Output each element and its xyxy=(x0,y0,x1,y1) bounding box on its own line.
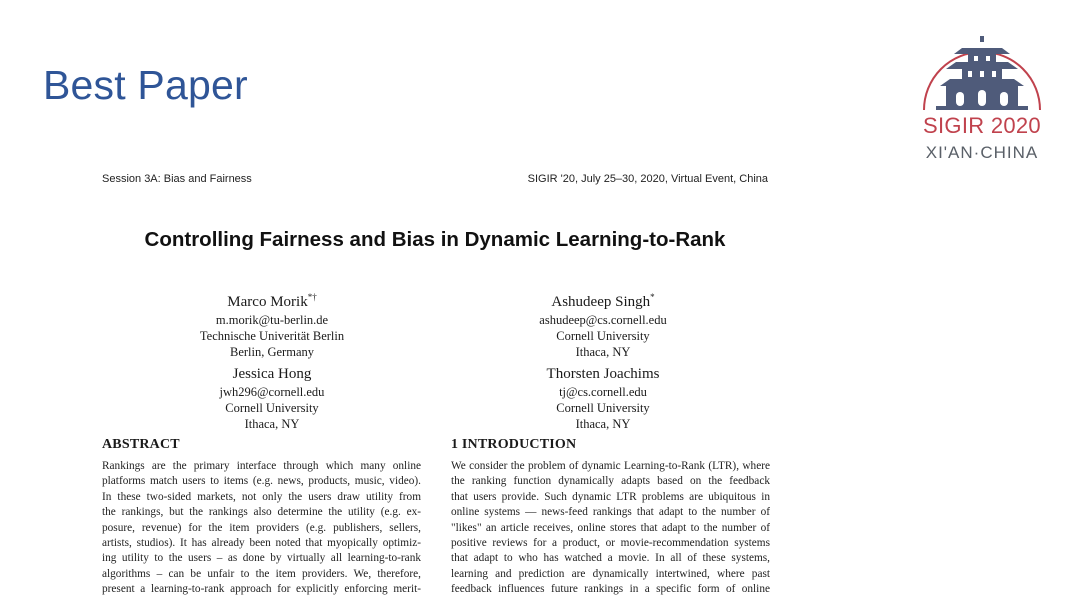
text-line: present a learning-to-rank approach for explicitly enforcing merit- xyxy=(102,583,421,596)
text-line: that adapt to who has watched a movie. In all of these systems, xyxy=(451,552,770,565)
text-line: In these two-sided markets, not only the users draw utility from xyxy=(102,490,421,503)
author-affiliation: Cornell University xyxy=(556,329,650,343)
author-email: jwh296@cornell.edu xyxy=(219,385,325,399)
author-block xyxy=(463,287,743,360)
author-block xyxy=(463,364,743,432)
author-mark: * xyxy=(650,292,655,302)
author-email: ashudeep@cs.cornell.edu xyxy=(539,313,667,327)
author-mark: *† xyxy=(307,292,317,302)
text-line: algorithms – can be unfair to the item providers. We, therefore, xyxy=(102,567,421,580)
author-location: Ithaca, NY xyxy=(244,417,300,431)
introduction-text xyxy=(451,459,770,598)
sigir-logo xyxy=(916,30,1048,170)
author-name: Thorsten Joachims xyxy=(546,366,660,382)
author-block xyxy=(132,287,412,360)
text-line: feedback influences future rankings in a specific form of online xyxy=(451,583,770,596)
abstract-heading: ABSTRACT xyxy=(102,437,180,452)
text-line: We consider the problem of dynamic Learning-to-Rank (LTR), where xyxy=(451,460,770,472)
author-block xyxy=(132,364,412,432)
author-location: Ithaca, NY xyxy=(575,345,631,359)
introduction-heading: 1 INTRODUCTION xyxy=(451,437,577,452)
text-line: posure, revenue) for the item providers (e.g. publishers, sellers, xyxy=(102,521,421,534)
text-line: artists, studios). It has already been noted that myopically optimiz- xyxy=(102,537,421,550)
author-name: Jessica Hong xyxy=(232,366,312,382)
text-line: platforms match users to items (e.g. news, products, music, video). xyxy=(102,475,421,488)
text-line: the rankings, but the rankings also determine the utility (e.g. ex- xyxy=(102,506,421,519)
venue-header: SIGIR '20, July 25–30, 2020, Virtual Event, China xyxy=(527,173,768,185)
text-line: online systems — news-feed rankings that adapt to the number of xyxy=(451,506,770,519)
author-email: tj@cs.cornell.edu xyxy=(559,385,647,399)
author-email: m.morik@tu-berlin.de xyxy=(215,313,329,327)
author-affiliation: Technische Univerität Berlin xyxy=(199,329,345,343)
author-name: Ashudeep Singh* xyxy=(551,292,655,310)
session-header: Session 3A: Bias and Fairness xyxy=(102,173,252,185)
paper-title: Controlling Fairness and Bias in Dynamic Learning-to-Rank xyxy=(144,228,726,251)
author-name: Marco Morik*† xyxy=(227,292,317,310)
pagoda-icon xyxy=(916,30,1048,114)
text-line: ing utility to the users – as done by virtually all learning-to-rank xyxy=(102,552,421,565)
text-line: the ranking function dynamically adapts based on the feedback xyxy=(451,475,770,488)
slide-title: Best Paper xyxy=(43,62,248,108)
text-line: learning and prediction are dynamically intertwined, where past xyxy=(451,567,770,580)
text-line: that users provide. Such dynamic LTR problems are ubiquitous in xyxy=(451,490,770,503)
text-line: positive reviews for a product, or movie-recommendation systems xyxy=(451,537,770,550)
logo-conference-name: SIGIR 2020 xyxy=(923,113,1041,138)
text-line: Rankings are the primary interface through which many online xyxy=(102,460,421,472)
author-affiliation: Cornell University xyxy=(556,401,650,415)
text-line: "likes" an article receives, online stores that adapt to the number of xyxy=(451,521,770,534)
author-location: Berlin, Germany xyxy=(229,345,314,359)
author-location: Ithaca, NY xyxy=(575,417,631,431)
author-affiliation: Cornell University xyxy=(225,401,319,415)
abstract-text xyxy=(102,459,421,598)
logo-location: XI'AN·CHINA xyxy=(925,143,1039,162)
